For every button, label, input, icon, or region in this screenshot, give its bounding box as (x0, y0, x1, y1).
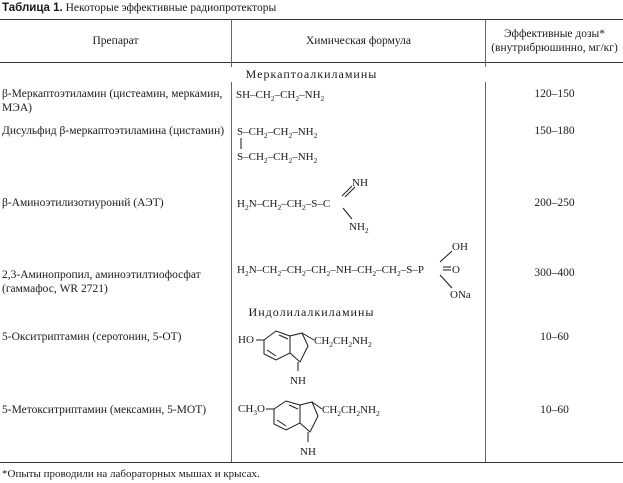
caption-label: Таблица 1. (2, 2, 63, 14)
row-4-name-line2: (гаммафос, WR 2721) (2, 283, 108, 295)
header-formula: Химическая формула (306, 35, 411, 47)
svg-text:CH3O: $CH_3O$ (238, 403, 265, 417)
row-1-dose: 120–150 (534, 88, 575, 100)
row-4-dose: 300–400 (534, 267, 575, 279)
section-mercapto-label: Меркаптоалкиламины (242, 67, 382, 81)
row-1-name-line2: МЭА) (2, 102, 32, 114)
svg-text:S–CH2–CH2–NH2: $S-CH_2-CH_2-NH_2$ (237, 151, 318, 165)
svg-text:HO: HO (238, 334, 254, 346)
header-dose-line2: (внутрибрюшинно, мг/кг) (491, 42, 618, 54)
svg-text:O: O (452, 264, 460, 276)
row-5-name: 5-Окситриптамин (серотонин, 5-ОТ) (2, 331, 182, 343)
row-2-name: Дисульфид β-меркаптоэтиламина (цистамин) (2, 125, 225, 137)
svg-text:CH2CH2NH2: $CH_2CH_2NH_2$ (322, 404, 380, 418)
row-3-dose: 200–250 (534, 197, 575, 209)
row-4-name-line1: 2,3-Аминопропил, аминоэтилтиофосфат (2, 269, 201, 281)
formula-cystamine (237, 126, 318, 165)
svg-text:NH: NH (290, 375, 306, 387)
svg-text:CH2CH2NH2: $CH_2CH_2NH_2$ (314, 335, 372, 349)
header-drug: Препарат (92, 35, 139, 47)
row-1-name-line1: β-Меркаптоэтиламин (цистеамин, меркамин, (2, 88, 223, 100)
formula-wr2721 (237, 241, 471, 301)
svg-text:SH–CH2–CH2–NH2: $SH-CH_2-CH_2-NH_2$ (236, 89, 325, 103)
caption-text: Некоторые эффективные радиопротекторы (65, 2, 277, 14)
row-5-dose: 10–60 (540, 331, 569, 343)
svg-text:NH2: $NH_2$ (349, 221, 369, 235)
svg-text:NH: NH (300, 446, 316, 458)
svg-text:H2N–CH2–CH2–CH2–NH–CH2–CH2–S–P: $H_2N-CH_2-CH_2-CH_2-NH-CH_2-CH_2-S-P$ (237, 264, 424, 278)
row-6-dose: 10–60 (540, 404, 569, 416)
svg-text:ONa: ONa (450, 289, 471, 301)
svg-text:OH: OH (452, 241, 468, 253)
row-6-name: 5-Метокситриптамин (мексамин, 5-МОТ) (2, 404, 207, 416)
svg-text:H2N–CH2–CH2–S–C: $H_2N-CH_2-CH_2-S-C$ (237, 198, 331, 212)
header-dose-line1: Эффективные дозы* (503, 28, 606, 40)
svg-text:NH: NH (352, 177, 368, 189)
formula-mexamine (238, 401, 380, 458)
svg-text:S–CH2–CH2–NH2: $S-CH_2-CH_2-NH_2$ (237, 126, 318, 140)
row-2-dose: 150–180 (534, 125, 575, 137)
formula-aet (237, 177, 369, 235)
row-3-name: β-Аминоэтилизотиуроний (АЭТ) (2, 197, 164, 209)
formula-serotonin (238, 331, 372, 387)
footnote: *Опыты проводили на лабораторных мышах и крысах. (2, 468, 260, 480)
formula-mea (236, 89, 325, 103)
section-indole-label: Индолилалкиламины (245, 305, 379, 319)
